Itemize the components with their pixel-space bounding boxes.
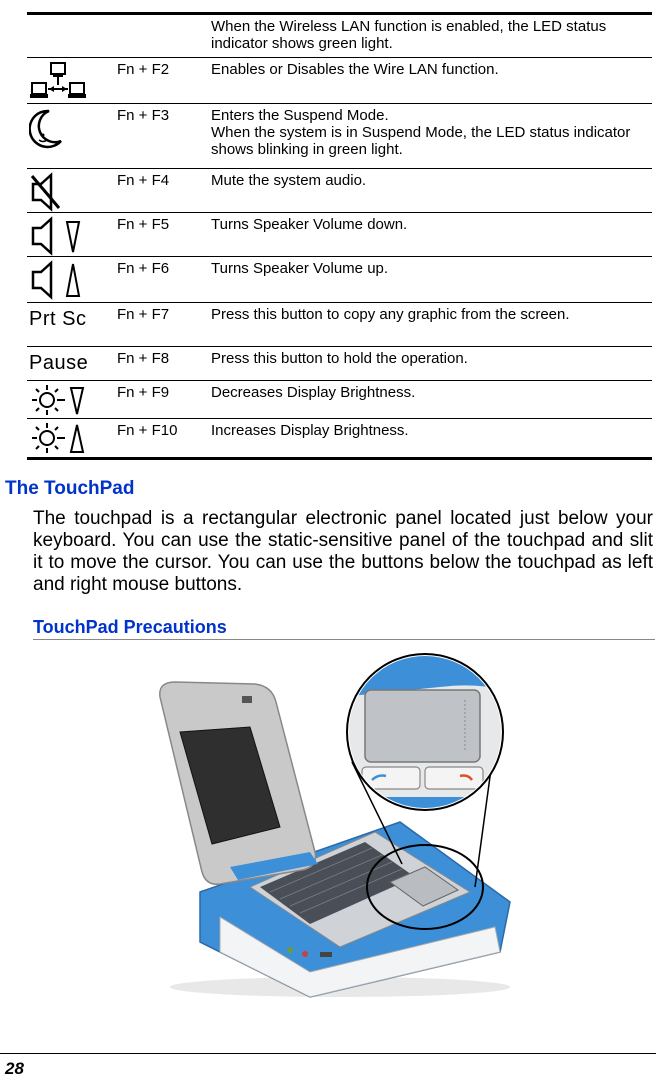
key-cell: Fn + F4	[113, 169, 211, 213]
key-cell: Fn + F8	[113, 347, 211, 381]
icon-cell	[27, 104, 113, 169]
icon-cell	[27, 257, 113, 303]
table-row	[27, 381, 652, 419]
icon-cell	[27, 58, 113, 104]
empty-icon-cell	[27, 14, 113, 58]
icon-cell	[27, 213, 113, 257]
description-cell: Enables or Disables the Wire LAN function.	[211, 58, 652, 104]
function-key-table	[27, 12, 652, 460]
key-cell: Fn + F6	[113, 257, 211, 303]
table-row	[27, 303, 652, 347]
description-cell: Mute the system audio.	[211, 169, 652, 213]
table-row	[27, 14, 652, 58]
key-cell: Fn + F5	[113, 213, 211, 257]
pause-key-icon: Pause	[29, 352, 89, 374]
footer-rule	[0, 1053, 656, 1054]
icon-cell	[27, 381, 113, 419]
brightness-up-icon	[29, 422, 87, 454]
table-row	[27, 58, 652, 104]
volume-down-icon	[29, 216, 87, 256]
description-cell: Increases Display Brightness.	[211, 419, 652, 459]
laptop-touchpad-illustration	[140, 652, 520, 1002]
description-cell: Enters the Suspend Mode. When the system is in Suspend Mode, the LED status indicator shows blinking in green light.	[211, 104, 652, 169]
table-row	[27, 257, 652, 303]
description-cell: Turns Speaker Volume down.	[211, 213, 652, 257]
description-cell: Press this button to copy any graphic from the screen.	[211, 303, 652, 347]
table-row	[27, 347, 652, 381]
description-cell: When the Wireless LAN function is enabled, the LED status indicator shows green light.	[211, 18, 607, 52]
key-cell: Fn + F9	[113, 381, 211, 419]
key-cell: Fn + F3	[113, 104, 211, 169]
key-cell: Fn + F7	[113, 303, 211, 347]
subsection-title: TouchPad Precautions	[33, 617, 655, 640]
icon-cell	[27, 303, 113, 347]
key-cell: Fn + F10	[113, 419, 211, 459]
description-cell: Turns Speaker Volume up.	[211, 257, 652, 303]
table-row	[27, 213, 652, 257]
description-cell: Decreases Display Brightness.	[211, 381, 652, 419]
icon-cell	[27, 169, 113, 213]
mute-icon	[29, 172, 65, 212]
page-number: 28	[5, 1059, 24, 1078]
prtsc-key-icon: Prt Sc	[29, 308, 87, 330]
section-title: The TouchPad	[5, 478, 135, 499]
table-row	[27, 169, 652, 213]
table-row	[27, 104, 652, 169]
table-row	[27, 419, 652, 459]
icon-cell	[27, 347, 113, 381]
moon-icon	[29, 107, 65, 151]
icon-cell	[27, 419, 113, 459]
description-cell: Press this button to hold the operation.	[211, 347, 652, 381]
section-paragraph: The touchpad is a rectangular electronic panel located just below your keyboard. You can use the static-sensitive panel of the touchpad and slit it to move the cursor. You can use the buttons below the touchpad as left and right mouse buttons.	[33, 508, 653, 595]
volume-up-icon	[29, 260, 87, 300]
key-cell: Fn + F2	[113, 58, 211, 104]
key-cell	[113, 14, 211, 58]
brightness-down-icon	[29, 384, 87, 416]
network-icon	[29, 61, 87, 101]
